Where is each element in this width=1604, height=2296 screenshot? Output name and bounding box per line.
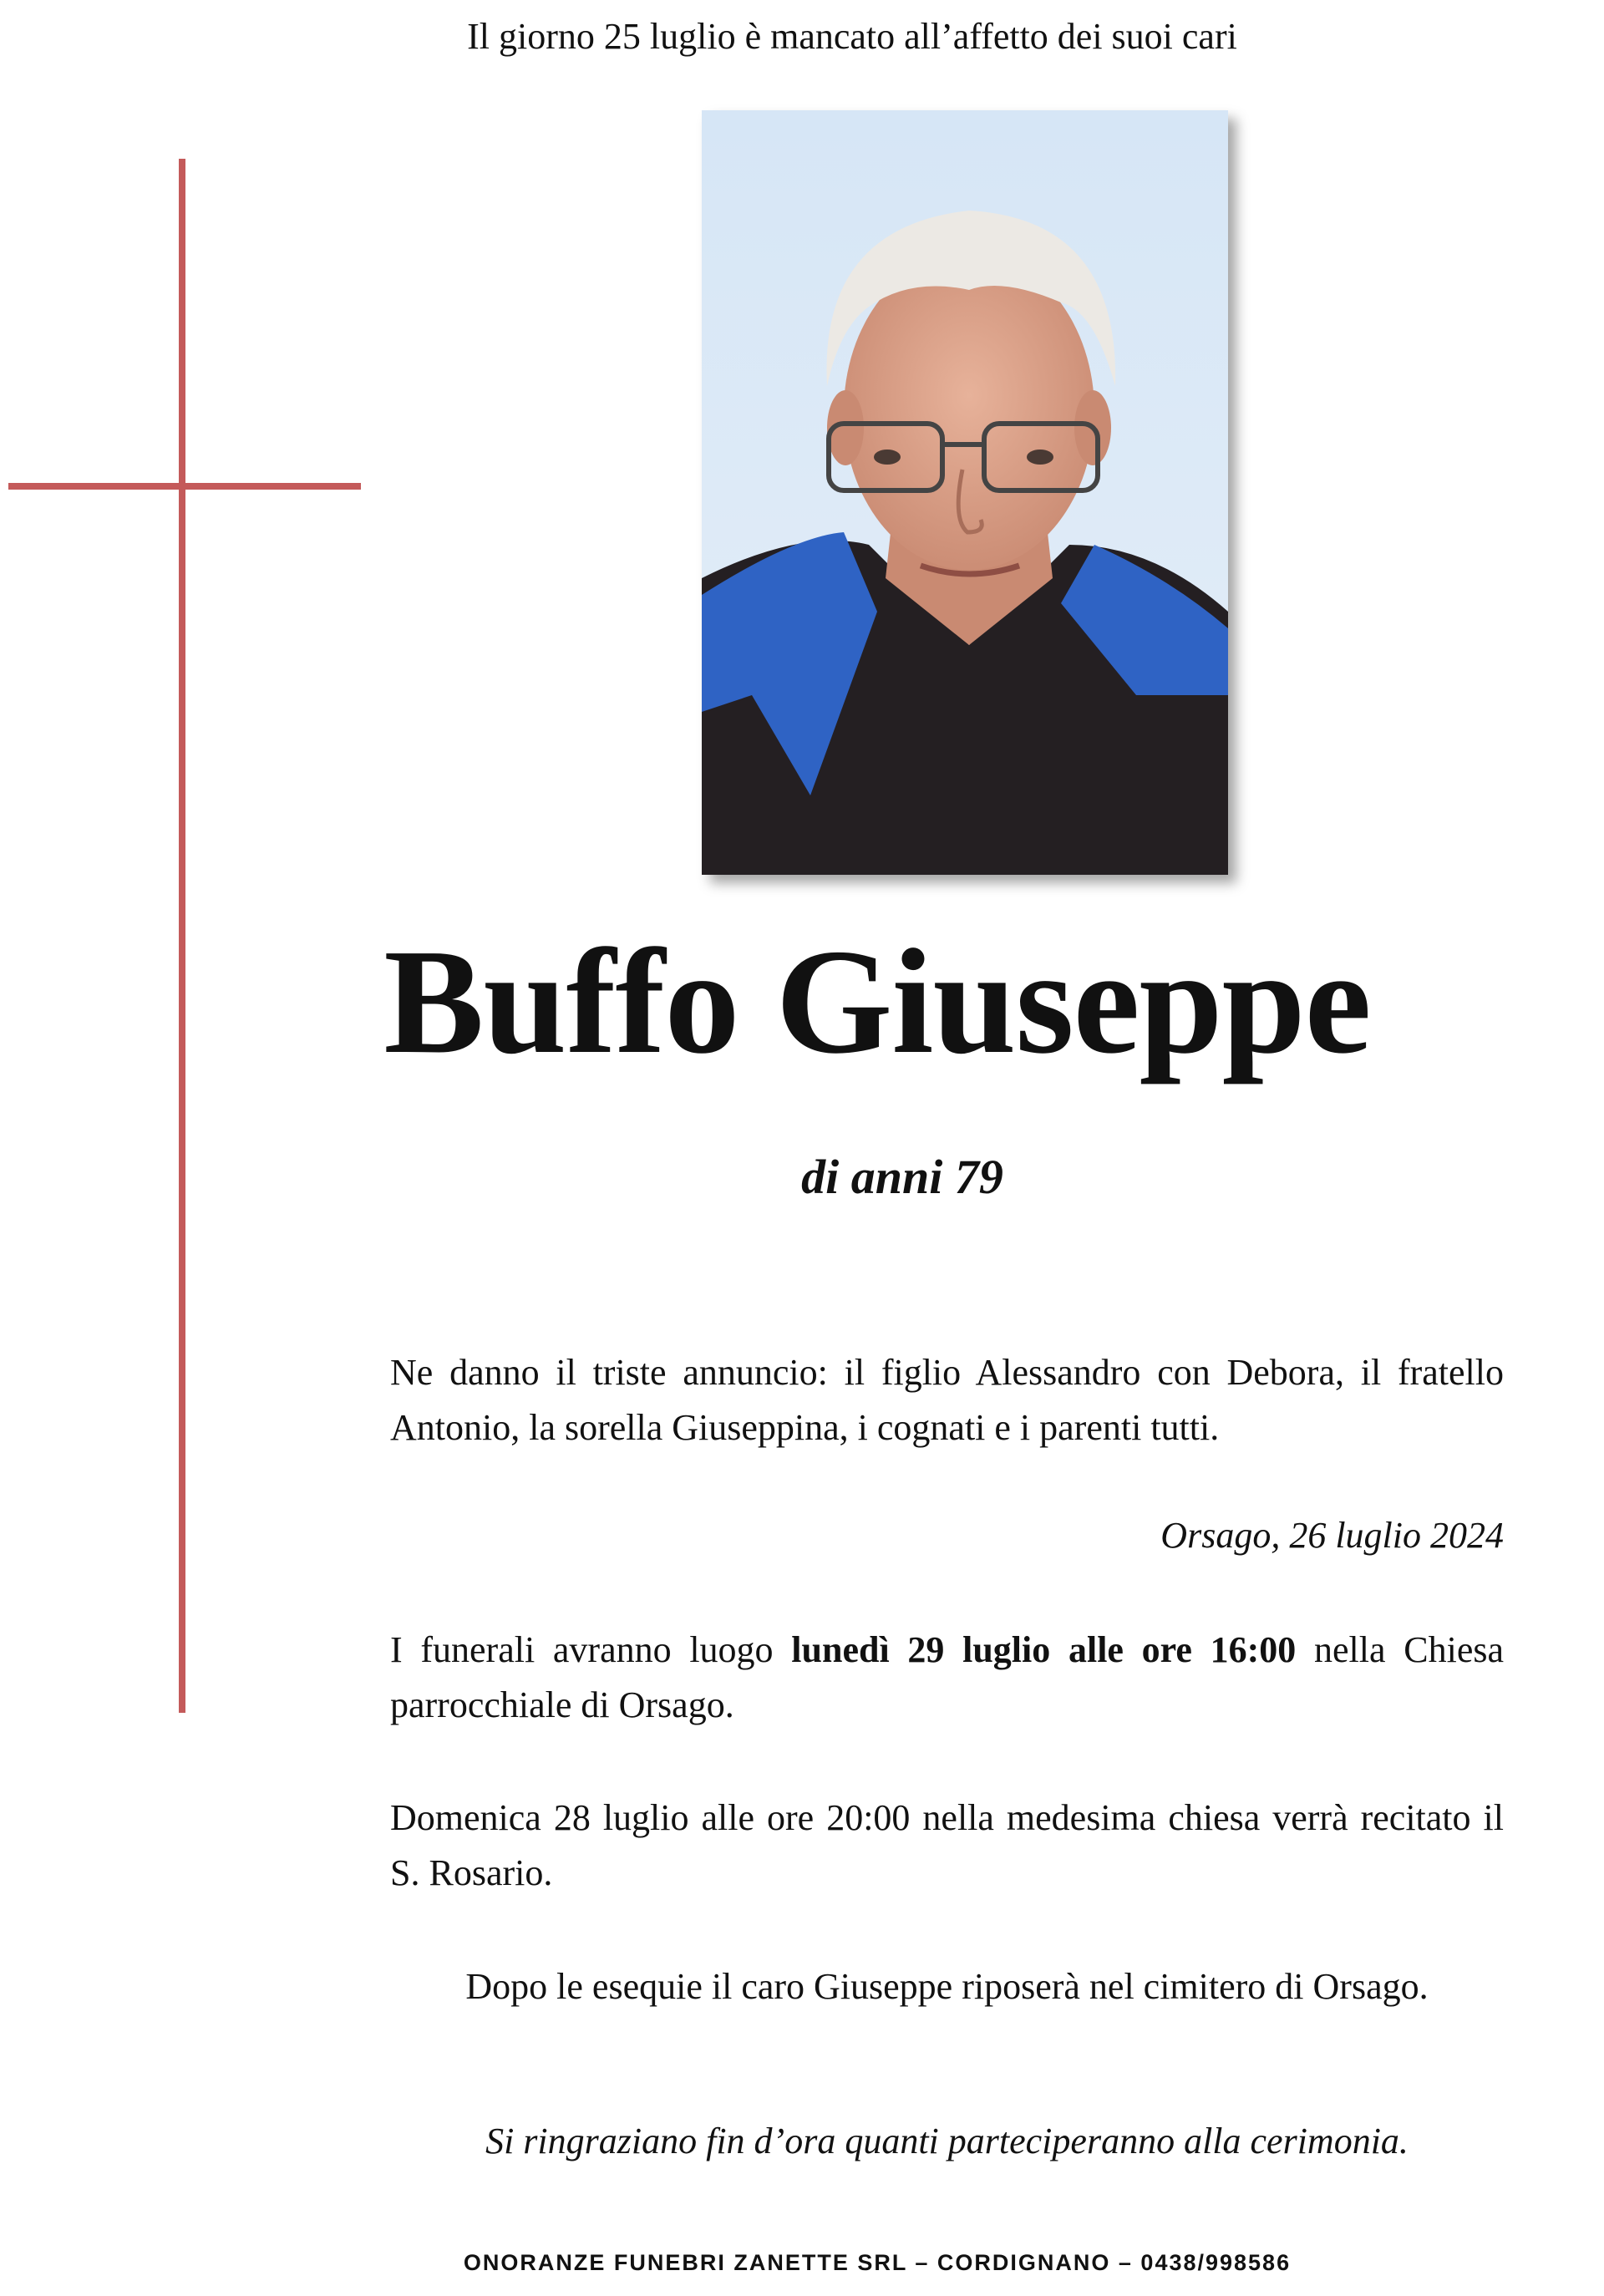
- funeral-text: [390, 1623, 1504, 1733]
- thanks-text: Si ringraziano fin d’ora quanti parteciperanno alla cerimonia.: [485, 2121, 1409, 2161]
- rosary-text: Domenica 28 luglio alle ore 20:00 nella medesima chiesa verrà recitato il S. Rosario.: [390, 1797, 1504, 1893]
- portrait-illustration: [702, 110, 1228, 875]
- burial-text: Dopo le esequie il caro Giuseppe riposerà nel cimitero di Orsago.: [465, 1966, 1429, 2007]
- funeral-datetime: lunedì 29 luglio alle ore 16:00: [791, 1629, 1297, 1670]
- portrait-photo: [702, 110, 1228, 875]
- deceased-name: Buffo Giuseppe: [383, 918, 1371, 1085]
- place-date: Orsago, 26 luglio 2024: [1160, 1515, 1504, 1556]
- deceased-age: di anni 79: [801, 1150, 1003, 1204]
- funeral-text-before: I funerali avranno luogo: [390, 1629, 792, 1670]
- funeral-text-after: nella Chiesa parrocchiale di Orsago.: [390, 1629, 1505, 1725]
- intro-text: Il giorno 25 luglio è mancato all’affetto dei suoi cari: [467, 16, 1237, 57]
- funeral-home-footer: ONORANZE FUNEBRI ZANETTE SRL – CORDIGNANO – 0438/998586: [463, 2250, 1292, 2275]
- announcement-text: Ne danno il triste annuncio: il figlio Alessandro con Debora, il fratello Antonio, la sorella Giuseppina, i cognati e i parenti tutti.: [390, 1352, 1504, 1448]
- cross-horizontal: [8, 483, 361, 490]
